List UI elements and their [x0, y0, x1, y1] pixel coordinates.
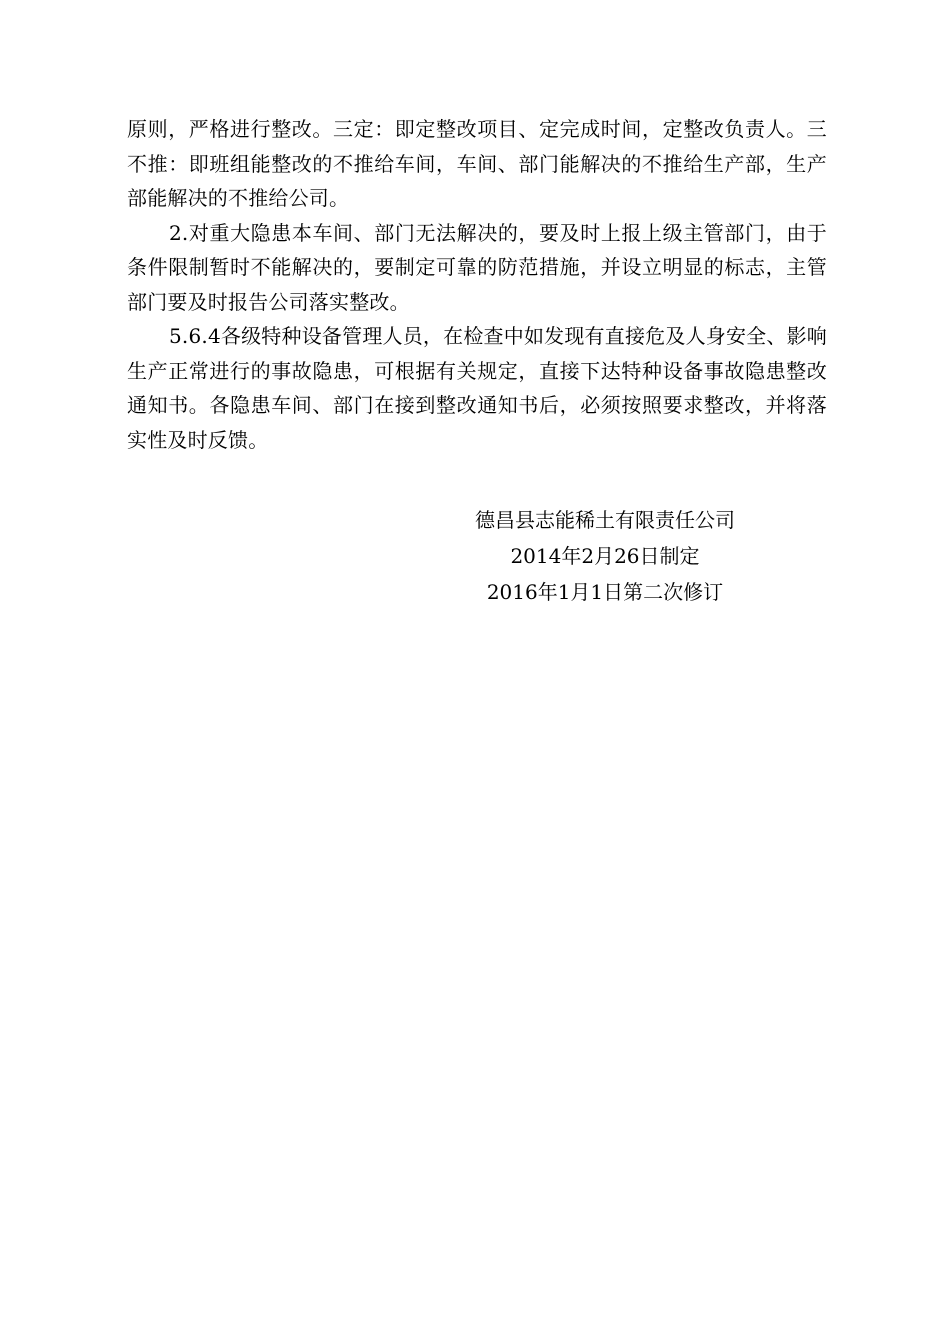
established-date: 2014年2月26日制定	[510, 544, 700, 568]
signature-block	[440, 502, 770, 610]
paragraph-rectification-principles: 原则，严格进行整改。三定：即定整改项目、定完成时间，定整改负责人。三不推：即班组能整改的不推给车间，车间、部门能解决的不推给生产部，生产部能解决的不推给公司。	[127, 117, 827, 210]
paragraph-major-hazards: 2.对重大隐患本车间、部门无法解决的，要及时上报上级主管部门，由于条件限制暂时不能解决的，要制定可靠的防范措施，并设立明显的标志，主管部门要及时报告公司落实整改。	[127, 220, 827, 314]
revision-date: 2016年1月1日第二次修订	[486, 580, 724, 604]
company-name: 德昌县志能稀土有限责任公司	[475, 508, 735, 532]
paragraph-special-equipment: 5.6.4各级特种设备管理人员，在检查中如发现有直接危及人身安全、影响生产正常进行的事故隐患，可根据有关规定，直接下达特种设备事故隐患整改通知书。各隐患车间、部门在接到整改通知书后，必须按照要求整改，并将落实性及时反馈。	[127, 324, 827, 452]
document-body	[127, 112, 827, 457]
